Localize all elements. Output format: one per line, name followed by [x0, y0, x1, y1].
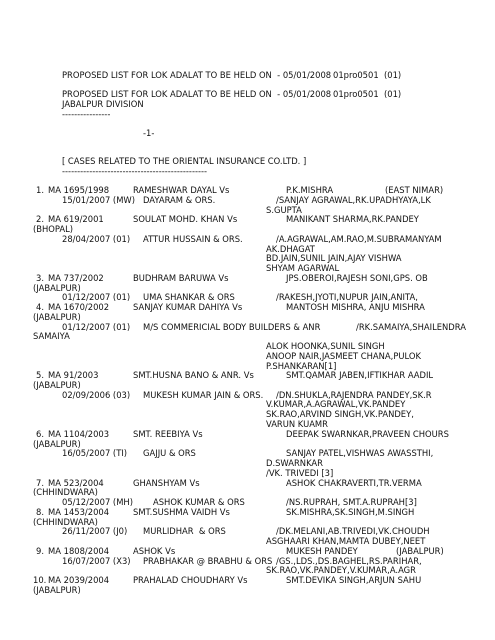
case-respondent: SMT.QAMAR JABEN,IFTIKHAR AADIL [286, 370, 434, 380]
case-counsel-2: D.SWARNKAR [266, 458, 323, 468]
case-counsel: /GS.,LDS.,DS.BAGHEL,RS.PARIHAR, [276, 556, 422, 566]
case-district: (BHOPAL) [33, 224, 74, 234]
case-appellant2: MUKESH KUMAR JAIN & ORS. [143, 390, 264, 400]
case-district: (CHHINDWARA) [33, 487, 98, 497]
header-code-2: 01pro0501 (01) [333, 89, 402, 99]
case-appellant2: GAJJU & ORS [143, 448, 196, 458]
case-district: (JABALPUR) [33, 585, 81, 595]
case-respondent: MUKESH PANDEY [286, 546, 358, 556]
case-counsel: /SANJAY AGRAWAL,RK.UPADHYAYA,LK [276, 195, 431, 205]
division-dashes: ---------------- [62, 109, 111, 119]
case-date: 28/04/2007 (01) [62, 234, 131, 244]
case-counsel-2: ALOK HOONKA,SUNIL SINGH [266, 341, 385, 351]
case-respondent: SK.MISHRA,SK.SINGH,M.SINGH [286, 507, 415, 517]
case-no: 9. [36, 546, 44, 556]
case-date: 16/07/2007 (X3) [62, 556, 131, 566]
case-respondent: DEEPAK SWARNKAR,PRAVEEN CHOURS [286, 429, 449, 439]
case-number: MA 1695/1998 [48, 185, 110, 195]
case-counsel-2: V.KUMAR,A.AGRAWAL,VK.PANDEY [266, 399, 406, 409]
case-counsel: /RAKESH,JYOTI,NUPUR JAIN,ANITA, [276, 292, 418, 302]
case-no: 3. [36, 273, 44, 283]
case-no: 1. [36, 185, 44, 195]
case-district: (JABALPUR) [33, 380, 81, 390]
case-date: 01/12/2007 (01) [62, 292, 131, 302]
case-parties: RAMESHWAR DAYAL Vs [133, 185, 230, 195]
case-appellant2: PRABHAKAR @ BRABHU & ORS [143, 556, 273, 566]
case-appellant2: M/S COMMERICIAL BODY BUILDERS & ANR [143, 322, 321, 332]
case-appellant2: UMA SHANKAR & ORS [143, 292, 235, 302]
case-place: (JABALPUR) [396, 546, 444, 556]
case-no: 8. [36, 507, 44, 517]
case-number: MA 1808/2004 [48, 546, 110, 556]
case-counsel-2: SK.RAO,VK.PANDEY,V.KUMAR,A.AGR [266, 565, 416, 575]
case-counsel-2: S.GUPTA [266, 205, 302, 215]
division-label: JABALPUR DIVISION [62, 99, 144, 109]
case-number: MA 1670/2002 [48, 302, 110, 312]
case-counsel-3: BD.JAIN,SUNIL JAIN,AJAY VISHWA [266, 253, 402, 263]
case-district: (CHHINDWARA) [33, 517, 98, 527]
case-no: 7. [36, 478, 44, 488]
case-counsel-3: ANOOP NAIR,JASMEET CHANA,PULOK [266, 351, 421, 361]
case-district: (JABALPUR) [33, 439, 81, 449]
case-parties: SMT. REEBIYA Vs [133, 429, 203, 439]
case-parties: GHANSHYAM Vs [133, 478, 200, 488]
case-place: (EAST NIMAR) [385, 185, 444, 195]
case-counsel-wrap: SAMAIYA [33, 331, 70, 341]
case-date: 01/12/2007 (01) [62, 322, 131, 332]
case-district: (JABALPUR) [33, 283, 81, 293]
case-no: 10. [33, 575, 47, 585]
case-date: 16/05/2007 (TI) [62, 448, 128, 458]
case-parties: ASHOK Vs [133, 546, 176, 556]
case-parties: SMT.SUSHMA VAIDH Vs [133, 507, 230, 517]
case-counsel: /DK.MELANI,AB.TRIVEDI,VK.CHOUDH [276, 526, 430, 536]
case-parties: SOULAT MOHD. KHAN Vs [133, 214, 238, 224]
case-no: 6. [36, 429, 44, 439]
case-respondent: MANTOSH MISHRA, ANJU MISHRA [286, 302, 425, 312]
case-respondent: P.K.MISHRA [286, 185, 334, 195]
case-number: MA 1453/2004 [48, 507, 110, 517]
case-counsel-2: ASGHAARI KHAN,MAMTA DUBEY,NEET [266, 536, 426, 546]
case-number: MA 523/2004 [48, 478, 104, 488]
case-respondent: JPS.OBEROI,RAJESH SONI,GPS. OB [286, 273, 428, 283]
case-respondent: SMT.DEVIKA SINGH,ARJUN SAHU [286, 575, 422, 585]
case-number: MA 737/2002 [48, 273, 104, 283]
section-rule: ------------------------------------------------ [62, 166, 208, 176]
header-title-1: PROPOSED LIST FOR LOK ADALAT TO BE HELD ON - 05/01/2008 [62, 70, 332, 80]
case-date: 05/12/2007 (MH) [62, 497, 133, 507]
page-marker: -1- [143, 128, 155, 138]
case-counsel-3: SK.RAO,ARVIND SINGH,VK.PANDEY, [266, 409, 414, 419]
case-number: MA 1104/2003 [48, 429, 110, 439]
case-counsel: SANJAY PATEL,VISHWAS AWASSTHI, [286, 448, 434, 458]
case-parties: BUDHRAM BARUWA Vs [133, 273, 229, 283]
case-counsel-4: SHYAM AGARWAL [266, 263, 340, 273]
case-counsel-2: AK.DHAGAT [266, 244, 315, 254]
case-parties: PRAHALAD CHOUDHARY Vs [133, 575, 248, 585]
case-date: 26/11/2007 (J0) [62, 526, 128, 536]
case-appellant2: ASHOK KUMAR & ORS [153, 497, 245, 507]
case-number: MA 2039/2004 [48, 575, 110, 585]
case-counsel: /DN.SHUKLA,RAJENDRA PANDEY,SK.R [276, 390, 432, 400]
case-counsel: /A.AGRAWAL,AM.RAO,M.SUBRAMANYAM [276, 234, 442, 244]
header-title-2: PROPOSED LIST FOR LOK ADALAT TO BE HELD ON - 05/01/2008 [62, 89, 332, 99]
case-appellant2: MURLIDHAR & ORS [143, 526, 226, 536]
case-district: (JABALPUR) [33, 312, 81, 322]
case-date: 15/01/2007 (MW) [62, 195, 135, 205]
case-number: MA 91/2003 [48, 370, 99, 380]
case-no: 5. [36, 370, 44, 380]
case-appellant2: ATTUR HUSSAIN & ORS. [143, 234, 243, 244]
section-title: [ CASES RELATED TO THE ORIENTAL INSURANCE CO.LTD. ] [62, 156, 307, 166]
case-parties: SMT.HUSNA BANO & ANR. Vs [133, 370, 254, 380]
case-date: 02/09/2006 (03) [62, 390, 131, 400]
case-parties: SANJAY KUMAR DAHIYA Vs [133, 302, 243, 312]
case-counsel-4: P.SHANKARAN[1] [266, 361, 337, 371]
case-respondent: ASHOK CHAKRAVERTI,TR.VERMA [286, 478, 422, 488]
header-code-1: 01pro0501 (01) [333, 70, 402, 80]
case-respondent: MANIKANT SHARMA,RK.PANDEY [286, 214, 419, 224]
case-counsel-3: /VK. TRIVEDI [3] [266, 468, 334, 478]
case-number: MA 619/2001 [48, 214, 104, 224]
case-appellant2: DAYARAM & ORS. [143, 195, 216, 205]
case-counsel: /RK.SAMAIYA,SHAILENDRA [356, 322, 466, 332]
case-counsel-4: VARUN KUAMR [266, 419, 328, 429]
case-no: 2. [36, 214, 44, 224]
case-no: 4. [36, 302, 44, 312]
case-counsel: /NS.RUPRAH, SMT.A.RUPRAH[3] [286, 497, 417, 507]
